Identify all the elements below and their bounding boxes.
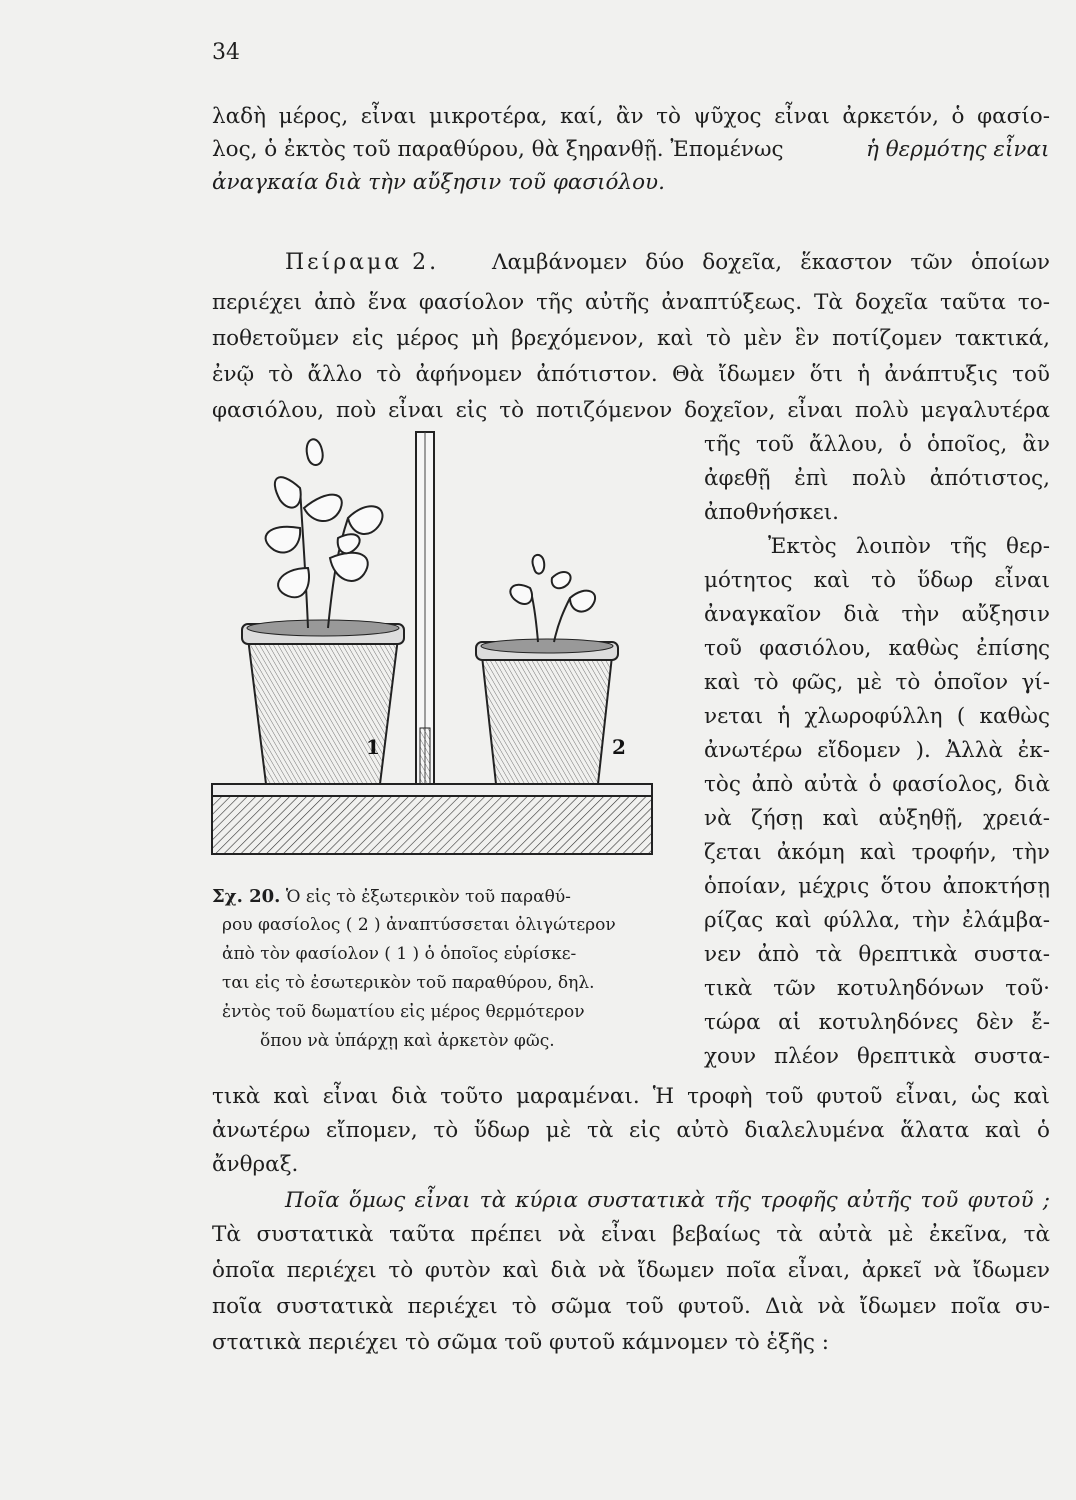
text-line: Τὰ συστατικὰ ταῦτα πρέπει νὰ εἶναι βεβαίως τὰ αὐτὰ μὲ ἐκεῖνα, τὰ [212,1222,1050,1247]
sill-top [212,784,652,796]
text-line: καὶ τὸ φῶς, μὲ τὸ ὁποῖον γί- [704,670,1050,695]
emphasis-text: ἡ θερμότης εἶναι [866,137,1050,162]
text-line: τικὰ καὶ εἶναι διὰ τοῦτο μαραμέναι. Ἡ τροφὴ τοῦ φυτοῦ εἶναι, ὡς καὶ [212,1084,1050,1109]
caption-label: Σχ. 20. [212,886,281,907]
pot-1 [242,620,404,784]
plants-illustration [208,428,668,868]
caption-line: ὅπου νὰ ὑπάρχῃ καὶ ἀρκετὸν φῶς. [260,1031,555,1051]
text-line: στατικὰ περιέχει τὸ σῶμα τοῦ φυτοῦ κάμνομεν τὸ ἑξῆς : [212,1330,829,1355]
text-line: ὁποῖα περιέχει τὸ φυτὸν καὶ διὰ νὰ ἴδωμεν ποῖα εἶναι, ἀρκεῖ νὰ ἴδωμεν [212,1258,1050,1283]
pot-2 [476,639,618,784]
caption-line: ται εἰς τὸ ἐσωτερικὸν τοῦ παραθύρου, δηλ. [222,973,595,993]
caption-line: ρου φασίολος ( 2 ) ἀναπτύσσεται ὀλιγώτερον [222,915,616,935]
text-line: νεται ἡ χλωροφύλλη ( καθὼς [704,704,1050,729]
text-line: ποῖα συστατικὰ περιέχει τὸ σῶμα τοῦ φυτοῦ. Διὰ νὰ ἴδωμεν ποῖα συ- [212,1294,1050,1319]
text-line: λος, ὁ ἐκτὸς τοῦ παραθύρου, θὰ ξηρανθῇ. Ἐπομένως [212,137,784,162]
text-line: ἀναγκαία διὰ τὴν αὔξησιν τοῦ φασιόλου. [212,170,665,195]
text-line: Ἐκτὸς λοιπὸν τῆς θερ- [768,534,1050,559]
text-line: Λαμβάνομεν δύο δοχεῖα, ἕκαστον τῶν ὁποίων [492,250,1050,275]
page-number: 34 [212,40,240,65]
pot-2-label: 2 [612,735,626,759]
experiment-heading: Πείραμα 2. [285,250,440,275]
text-line: ρίζας καὶ φύλλα, τὴν ἐλάμβα- [704,908,1050,933]
plant-2 [510,555,595,642]
text-line: ζεται ἀκόμη καὶ τροφήν, τὴν [704,840,1050,865]
text-line: φασιόλου, ποὺ εἶναι εἰς τὸ ποτιζόμενον δοχεῖον, εἶναι πολὺ μεγαλυτέρα [212,398,1050,423]
text-line: ποθετοῦμεν εἰς μέρος μὴ βρεχόμενον, καὶ τὸ μὲν ἓν ποτίζομεν τακτικά, [212,326,1050,351]
text-line: ἄνθραξ. [212,1152,299,1177]
text-line: νεν ἀπὸ τὰ θρεπτικὰ συστα- [704,942,1050,967]
figure-bean-plants [208,428,668,868]
text-line: τὸς ἀπὸ αὐτὰ ὁ φασίολος, διὰ [704,772,1050,797]
text-line: ἀναγκαῖον διὰ τὴν αὔξησιν [704,602,1050,627]
text-line: τῆς τοῦ ἄλλου, ὁ ὁποῖος, ἂν [704,432,1050,457]
text-line: ἀνωτέρω εἴπομεν, τὸ ὕδωρ μὲ τὰ εἰς αὐτὸ διαλελυμένα ἅλατα καὶ ὁ [212,1118,1050,1143]
pot-1-label: 1 [366,735,380,759]
text-line: τοῦ φασιόλου, καθὼς ἐπίσης [704,636,1050,661]
text-line: τώρα αἱ κοτυληδόνες δὲν ἔ- [704,1010,1050,1035]
question-heading: Ποῖα ὅμως εἶναι τὰ κύρια συστατικὰ τῆς τροφῆς αὐτῆς τοῦ φυτοῦ ; [285,1188,1050,1213]
text-line: ἀνωτέρω εἴδομεν ). Ἀλλὰ ἐκ- [704,738,1050,763]
text-line: ἀφεθῇ ἐπὶ πολὺ ἀπότιστος, [704,466,1050,491]
text-line: ἀποθνήσκει. [704,500,840,525]
caption-first-line [212,886,571,907]
text-line: νὰ ζήσῃ καὶ αὐξηθῇ, χρειά- [704,806,1050,831]
text-line: μότητος καὶ τὸ ὕδωρ εἶναι [704,568,1050,593]
text-line: περιέχει ἀπὸ ἕνα φασίολον τῆς αὐτῆς ἀναπτύξεως. Τὰ δοχεῖα ταῦτα το- [212,290,1050,315]
text-line: ὁποίαν, μέχρις ὅτου ἀποκτήσῃ [704,874,1050,899]
caption-line: ἐντὸς τοῦ δωματίου εἰς μέρος θερμότερον [222,1002,585,1022]
window-sill [212,796,652,854]
plant-1 [266,439,383,628]
text-line: λαδὴ μέρος, εἶναι μικροτέρα, καί, ἂν τὸ ψῦχος εἶναι ἀρκετόν, ὁ φασίο- [212,104,1050,129]
text-line: χουν πλέον θρεπτικὰ συστα- [704,1044,1050,1069]
caption-line: ἀπὸ τὸν φασίολον ( 1 ) ὁ ὁποῖος εὑρίσκε- [222,944,577,964]
text-line: ἐνῷ τὸ ἄλλο τὸ ἀφήνομεν ἀπότιστον. Θὰ ἴδωμεν ὅτι ἡ ἀνάπτυξις τοῦ [212,362,1050,387]
caption-text: Ὁ εἰς τὸ ἐξωτερικὸν τοῦ παραθύ- [285,887,571,907]
text-line: τικὰ τῶν κοτυληδόνων τοῦ· [704,976,1050,1001]
